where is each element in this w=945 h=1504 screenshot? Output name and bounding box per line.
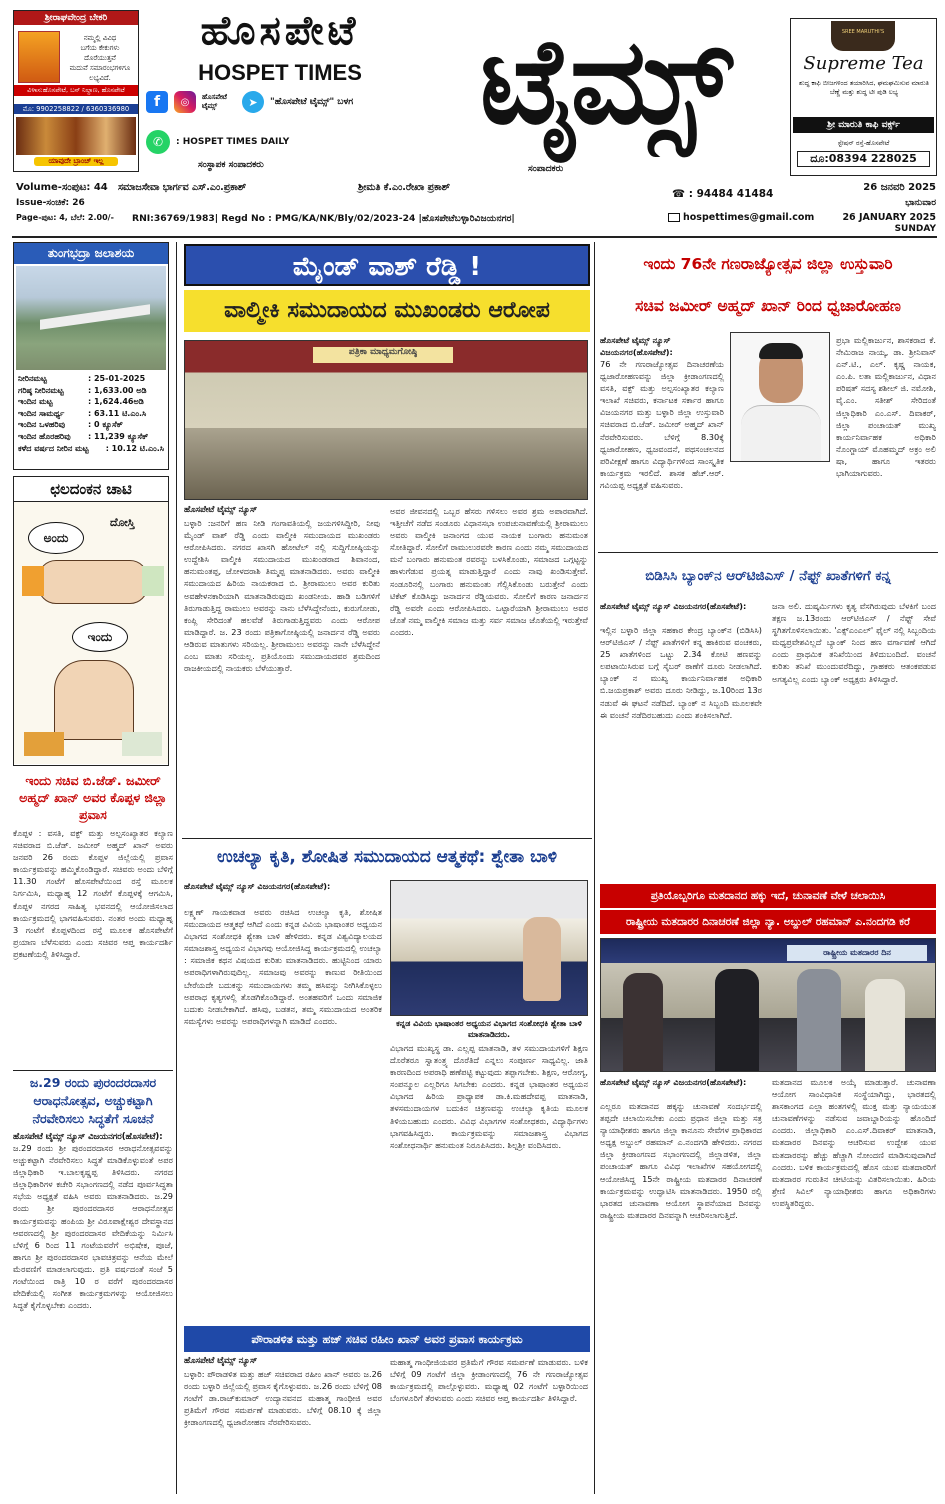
right-ad	[790, 18, 937, 176]
right-ad-brand-small: SREE MARUTHI'S	[841, 29, 885, 35]
telegram-label: "ಹೊಸಪೇಟೆ ಟೈಮ್ಸ್" ಬಳಗ	[270, 97, 354, 107]
right-ad-brand: Supreme Tea	[803, 53, 924, 74]
press-meet-photo	[184, 340, 588, 500]
cartoon-cuff-right	[122, 732, 162, 756]
cartoon-bubble-2: ಇಂದು	[72, 622, 128, 652]
right-headline-3b: ರಾಷ್ಟ್ರೀಯ ಮತದಾರರ ದಿನಾಚರಣೆ ಜಿಲ್ಲಾ ನ್ಯಾ. ಅಬ್ದುಲ್ ರಹಮಾನ್ ಎ.ನಂದಗಡಿ ಕರೆ	[600, 910, 936, 934]
right-ad-phone: ದೂ:08394 228025	[797, 151, 930, 167]
right-headline-1a: ಇಂದು 76ನೇ ಗಣರಾಜ್ಯೋತ್ಸವ ಜಿಲ್ಲಾ ಉಸ್ತುವಾರಿ	[643, 255, 893, 273]
dam-reading-label: ಇಂದಿನ ಮಟ್ಟ	[18, 397, 53, 407]
editor-name: ಶ್ರೀಮತಿ ಕೆ.ಎಂ.ರೇಖಾ ಪ್ರಕಾಶ್	[358, 182, 451, 193]
whatsapp-icon[interactable]: ✆	[146, 130, 170, 154]
dam-reading-value: : 11,239 ಕ್ಯೂಸೆಕ್	[88, 431, 149, 441]
center-headline-1: ವಾಲ್ಮೀಕಿ ಸಮುದಾಯದ ಮುಖಂಡರು ಆರೋಪ	[184, 290, 590, 332]
mail-icon	[668, 213, 680, 222]
story-center1-col2: ಅವರ ಜೀವನದಲ್ಲಿ ಒಬ್ಬರ ಹೆಸರು ಗಳಿಸಲು ಅವರ ಶ್ರಮ ಅಪಾರವಾಗಿದೆ. ಇತ್ತೀಚೆಗೆ ನಡೆದ ಸಂಡೂರು ವಿಧಾನಸಭಾ ಉಪಚುನಾವಣೆಯಲ್ಲಿ ಶ್ರೀರಾಮುಲು ಅವರು ವಾಲ್ಮೀಕಿ ಜನಾಂಗದ ಯುವ ನಾಯಕ ಬಂಗಾರು ಹನುಮಂತ ಸೋತಿದ್ದಾರೆ. ಸೋಲಿಗೆ ರಾಮುಲುರವರೇ ಕಾರಣ ಎಂದು ನಮ್ಮ ಸಮುದಾಯದ ಮನೆ ಬಂಗಾರು ಹನುಮಂತ ರವರನ್ನು ಬಳಸಿಕೊಂಡು, ಸಮಾಜದ ಒಗ್ಗಟ್ಟನ್ನು ಹಾಳುಗೆಡುವ ಪ್ರಯತ್ನ ಮಾಡುತ್ತಿದ್ದಾರೆ ಎಂದು ನಾವು ಖಂಡಿಸುತ್ತೇವೆ. ಸಂಡೂರಿನಲ್ಲಿ ಬಂಗಾರು ಹನುಮಂತು ಗೆಲ್ಲಿಸಿಕೊಂಡು ಬರುತ್ತೇನೆ ಎಂದು ಟಿಕೆಟ್ ಕೊಡಿಸಿದ್ದು ಜನಾರ್ದನ ರೆಡ್ಡಿಯವರು. ಸೋಲಿಗೆ ಕಾರಣ ಜನಾರ್ದನ ರೆಡ್ಡಿ ಅವರೇ ಎಂದು ಆರೋಪಿಸಿದರು. ಒಟ್ಟಾರೆಯಾಗಿ ಶ್ರೀರಾಮುಲು ಅವರ ಜೊತೆ ನಮ್ಮ ವಾಲ್ಮೀಕಿ ಸಮಾಜ ಮತ್ತು ಸರ್ವ ಸಮಾಜ ಜೊತೆಯಲ್ಲಿ ಇರುತ್ತೇವೆ ಎಂದರು.	[390, 506, 588, 637]
registration-line: RNI:36769/1983| Regd No : PMG/KA/NK/Bly/02/2023-24 |ಹೊಸಪೇಟೆಬಳ್ಳಾರಿವಿಜಯನಗರ|	[132, 213, 515, 224]
story-center2-col2: ವಿಭಾಗದ ಮುಖ್ಯಸ್ಥ ಡಾ. ಎಲ್ಲಪ್ಪ ಮಾತನಾಡಿ, ತಳ ಸಮುದಾಯಗಳಿಗೆ ಶಿಕ್ಷಣ ದೊರೆತರೂ ಸ್ವಾತಂತ್ರ್ಯ ದೊರೆತಿದೆ ಎನ್ನಲು ಸಂಪೂರ್ಣ ಸಾಧ್ಯವಿಲ್ಲ. ಜಾತಿ ಕಾರಣದಿಂದ ಅಪರಾಧಿ ಹಣೆಪಟ್ಟಿ ಕಟ್ಟುವುದು ತಪ್ಪಾಗಬೇಕು. ಶಿಕ್ಷಣ, ಆರೋಗ್ಯ, ಸಂಪನ್ಮೂಲ ಎಲ್ಲರಿಗೂ ಸಿಗಬೇಕು ಎಂದರು. ಕನ್ನಡ ಭಾಷಾಂತರ ಅಧ್ಯಯನ ವಿಭಾಗದ ಹಿರಿಯ ಪ್ರಾಧ್ಯಾಪಕ ಡಾ.ಕಿ.ಮಹದೇವಪ್ಪ ಮಾತನಾಡಿ, ತಳಸಮುದಾಯಗಳ ಬದುಕಿನ ಚಿತ್ರಣವನ್ನು ಉಚಲ್ಯಾ ಕೃತಿಯ ಮೂಲಕ ತಿಳಿಯಬಹುದು ಎಂದರು. ವಿವಿಧ ವಿಭಾಗಗಳ ಸಂಶೋಧಕರು, ವಿದ್ಯಾರ್ಥಿಗಳು ಭಾಗವಹಿಸಿದ್ದರು. ಕಾರ್ಯಕ್ರಮವನ್ನು ಸಮಾಜಶಾಸ್ತ್ರ ವಿಭಾಗದ ಸಂಶೋಧನಾರ್ಥಿ ಹನುಮಂತ ನಿರೂಪಿಸಿದರು. ಶಿಲ್ಪಶ್ರೀ ವಂದಿಸಿದರು.	[390, 1043, 588, 1150]
center-divider-1	[182, 838, 592, 839]
dam-reading-label: ಇಂದಿನ ಹೊರಹರಿವು	[18, 431, 71, 441]
right-headline-3a: ಪ್ರತಿಯೊಬ್ಬರಿಗೂ ಮತದಾನದ ಹಕ್ಕು ಇದೆ, ಚುನಾವಣೆ ವೇಳೆ ಚಲಾಯಿಸಿ	[600, 884, 936, 908]
story-right3-col1: ಎಲ್ಲರೂ ಮತದಾನದ ಹಕ್ಕನ್ನು ಚುನಾವಣೆ ಸಂದರ್ಭದಲ್ಲಿ ತಪ್ಪದೇ ಚಲಾಯಿಸಬೇಕು ಎಂದು ಪ್ರಧಾನ ಜಿಲ್ಲಾ ಮತ್ತು ಸತ್ರ ನ್ಯಾಯಾಧೀಶರು ಹಾಗೂ ಜಿಲ್ಲಾ ಕಾನೂನು ಸೇವೆಗಳ ಪ್ರಾಧಿಕಾರದ ಅಧ್ಯಕ್ಷ ಅಬ್ದುಲ್ ರಹಮಾನ್ ಎ.ನಂದಗಡಿ ಹೇಳಿದರು. ನಗರದ ಜಿಲ್ಲಾ ಕ್ರೀಡಾಂಗಣದ ಸಭಾಂಗಣದಲ್ಲಿ ಜಿಲ್ಲಾಡಳಿತ, ಜಿಲ್ಲಾ ಪಂಚಾಯತ್ ಹಾಗೂ ವಿವಿಧ ಇಲಾಖೆಗಳ ಸಹಯೋಗದಲ್ಲಿ ಆಯೋಜಿಸಿದ್ದ 15ನೇ ರಾಷ್ಟ್ರೀಯ ಮತದಾರರ ದಿನಾಚರಣೆ ಕಾರ್ಯಕ್ರಮವನ್ನು ಉದ್ಘಾಟಿಸಿ ಮಾತನಾಡಿದರು. 1950 ರಲ್ಲಿ ಭಾರತದ ಚುನಾವಣಾ ಆಯೋಗ ಸ್ಥಾಪನೆಯಾದ ದಿನವನ್ನು ರಾಷ್ಟ್ರೀಯ ಮತದಾರರ ದಿನವನ್ನಾಗಿ ಆಚರಿಸಲಾಗುತ್ತಿದೆ.	[600, 1101, 762, 1220]
story-center3-col2: ಮಹಾತ್ಮ ಗಾಂಧೀಜಿಯವರ ಪ್ರತಿಮೆಗೆ ಗೌರವ ಸಮರ್ಪಣೆ ಮಾಡುವರು. ಬಳಿಕ ಬೆಳಿಗ್ಗೆ 09 ಗಂಟೆಗೆ ಜಿಲ್ಲಾ ಕ್ರೀಡಾಂಗಣದಲ್ಲಿ 76 ನೇ ಗಣರಾಜ್ಯೋತ್ಸವ ಕಾರ್ಯಕ್ರಮದಲ್ಲಿ ಪಾಲ್ಗೊಳ್ಳುವರು. ಮಧ್ಯಾಹ್ನ 02 ಗಂಟೆಗೆ ಬಳ್ಳಾರಿಯಿಂದ ಬೆಂಗಳೂರಿಗೆ ತೆರಳುವರು ಎಂದು ಸಚಿವರ ಆಪ್ತ ಕಾರ್ಯದರ್ಶಿ ತಿಳಿಸಿದ್ದಾರೆ.	[390, 1357, 588, 1404]
email[interactable]: hospettimes@gmail.com	[683, 212, 815, 223]
editor-label: ಸಂಪಾದಕರು	[528, 164, 564, 174]
left-ad-line2: ನಮ್ಮಲ್ಲಿ ವಿವಿಧ	[83, 34, 117, 42]
right-ad-text: ಶುದ್ಧ ಕಾಫಿ ಬೀಜಗಳಿಂದ ತಯಾರಿಸಿದ, ಘಮಘಮಿಸುವ ಮಾರುತಿ ಬೆಣ್ಣೆ ಮತ್ತು ಶುದ್ಧ ಟೀ ಪುಡಿ ಲಭ್ಯ	[799, 79, 929, 96]
dam-reading-value: : 25-01-2025	[88, 374, 146, 383]
col-divider-2	[594, 242, 595, 1494]
center-headline-2: ಉಚಲ್ಯಾ ಕೃತಿ, ಶೋಷಿತ ಸಮುದಾಯದ ಆತ್ಮಕಥೆ: ಶ್ವೇತಾ ಬಾಳಿ	[217, 847, 557, 867]
press-meet-sign: ಪತ್ರಿಕಾ ಮಾಧ್ಯಮಗೋಷ್ಠಿ	[313, 347, 453, 363]
left-ad-line3: ಬಗೆಯ ಕೇಕುಗಳು	[80, 44, 120, 52]
dam-reading-row	[18, 408, 164, 420]
seminar-photo-caption: ಕನ್ನಡ ವಿವಿಯ ಭಾಷಾಂತರ ಅಧ್ಯಯನ ವಿಭಾಗದ ಸಂಶೋಧಕಿ ಶ್ವೇತಾ ಬಾಳಿ ಮಾತನಾಡಿದರು.	[396, 1019, 582, 1039]
cartoon-armwrestle	[54, 660, 134, 740]
whatsapp-row	[146, 130, 416, 154]
dam-reading-value: : 10.12 ಟಿ.ಎಂ.ಸಿ	[105, 443, 164, 453]
masthead-title-kannada-big: ಟೈಮ್ಸ್	[479, 12, 729, 150]
story-right3-byline: ಹೊಸಪೇಟೆ ಟೈಮ್ಸ್ ನ್ಯೂಸ್ ವಿಜಯನಗರ(ಹೊಸಪೇಟೆ):	[600, 1077, 747, 1087]
cartoon-image	[14, 502, 168, 764]
right-divider-1	[598, 552, 938, 553]
dam-photo	[16, 266, 166, 370]
founder-name: ಸಮಾಜಸೇವಾ ಭಾರ್ಗವ ಎಸ್.ಎಂ.ಪ್ರಕಾಶ್	[118, 182, 247, 193]
cartoon-title: ಛಲದಂಕನ ಚಾಟಿ	[14, 477, 168, 502]
speaker-figure	[523, 917, 561, 1001]
dam-reading-row	[18, 396, 164, 408]
dam-reading-label: ಕಳೆದ ವರ್ಷದ ನೀರಿನ ಮಟ್ಟ	[18, 443, 89, 453]
story-left2	[13, 1074, 173, 1494]
day-kannada: ಭಾನುವಾರ	[905, 198, 936, 208]
story-center1-col1: ಬಳ್ಳಾರಿ :ಜನರಿಗೆ ಹಣ ನೀಡಿ ಗಂಗಾವತಿಯಲ್ಲಿ ಜಯಗಳಿಸಿದ್ದೀರಿ, ನೀವು ಮೈಂಡ್ ವಾಶ್ ರೆಡ್ಡಿ ಎಂದು ವಾಲ್ಮೀಕಿ ಸಮುದಾಯದ ಮುಖಂಡರು ಆರೋಪಿಸಿದರು. ನಗರದ ಖಾಸಗಿ ಹೋಟೆಲ್ ನಲ್ಲಿ ಸುದ್ದಿಗೋಷ್ಠಿಯನ್ನು ಉದ್ದೇಶಿಸಿ ವಾಲ್ಮೀಕಿ ಸಮುದಾಯದ ಮುಖಂಡರಾದ ಶಿವಾನಂದ, ಹನುಮಂತಪ್ಪ, ಜೋಳದರಾಶಿ ತಿಮ್ಮಪ್ಪ ಮಾತನಾಡಿದರು. ಅವರು ವಾಲ್ಮೀಕಿ ಸಮುದಾಯದ ಹಿರಿಯ ನಾಯಕರಾದ ಬಿ. ಶ್ರೀರಾಮುಲು ಅವರ ಕುರಿತು ಅವಹೇಳನಕಾರಿಯಾಗಿ ಮಾತನಾಡಿರುವುದು ಖಂಡನೀಯ. ಹಾಡಿ ಬಡಿಗಳಿಗೆ ತಿರುಗಾಡುತ್ತಿದ್ದ ರಾಮುಲು ಅವರನ್ನು ನಾನು ಬೆಳೆಸಿದ್ದೇನೆಂದು, ಕುರುಗೋಡು, ಕಂಪ್ಲಿ ಸೇರಿದಂತೆ ಹಲವೆಡೆ ತಿರುಗಾಡುತ್ತಿದ್ದವರು ಎಂದು ಆರೋಪ ಮಾಡಿದ್ದಾರೆ. ಜ. 23 ರಂದು ಪತ್ರಿಕಾಗೋಷ್ಠಿಯಲ್ಲಿ ಜನಾರ್ದನ ರೆಡ್ಡಿ ಅವರು ಆಡಿರುವ ಮಾತುಗಳು ಸರಿಯಲ್ಲ. ಶ್ರೀರಾಮುಲು ಅವರನ್ನು ನಾನೇ ಬೆಳೆಸಿದ್ದೇನೆ ಎಂಬ ಮಾತು ಸರಿಯಲ್ಲ. ಪ್ರತಿಯೊಂದು ಸಮುದಾಯದವರ ಶ್ರಮದಿಂದ ರಾಜಕೀಯದಲ್ಲಿ ನಾಯಕರು ಬೆಳೆಯುತ್ತಾರೆ.	[184, 518, 380, 674]
masthead-rule	[12, 236, 937, 238]
cartoon-handshake	[38, 560, 148, 604]
story-right2-col1: ಇಲ್ಲಿನ ಬಳ್ಳಾರಿ ಜಿಲ್ಲಾ ಸಹಕಾರ ಕೇಂದ್ರ ಬ್ಯಾಂಕ್‌ನ (ಬಿಡಿಸಿಸಿ) ಆರ್‌ಟಿಜಿಎಸ್ / ನೆಫ್ಟ್ ಖಾತೆಗಳಿಗೆ ಕನ್ನ ಹಾಕಿರುವ ವಂಚಕರು, 25 ಖಾತೆಗಳಿಂದ ಒಟ್ಟು 2.34 ಕೋಟಿ ಹಣವನ್ನು ಲಪಟಾಯಿಸಿರುವ ಬಗ್ಗೆ ಸೈಬರ್ ಠಾಣೆಗೆ ದೂರು ನೀಡಲಾಗಿದೆ. ಬ್ಯಾಂಕ್ ನ ಮುಖ್ಯ ಕಾರ್ಯನಿರ್ವಾಹಕ ಅಧಿಕಾರಿ ಬಿ.ಜಯಪ್ರಕಾಶ್ ಅವರು ದೂರು ನೀಡಿದ್ದು, ಜ.10ರಿಂದ 13ರ ನಡುವೆ ಈ ಘಟನೆ ನಡೆದಿದೆ. ಬ್ಯಾಂಕ್ ನ ಸಿಬ್ಬಂದಿ ಮೂಲಕವೇ ಈ ವಂಚನೆ ನಡೆದಿರಬಹುದು ಎಂದು ಶಂಕಿಸಲಾಗಿದೆ.	[600, 625, 762, 720]
email-row	[668, 212, 814, 223]
cartoon-label-1: ದೋಸ್ತಿ	[110, 516, 135, 529]
story-left2-byline: ಹೊಸಪೇಟೆ ಟೈಮ್ಸ್ ನ್ಯೂಸ್ ವಿಜಯನಗರ(ಹೊಸಪೇಟೆ):	[13, 1131, 163, 1141]
left-divider	[13, 1070, 173, 1071]
dam-reading-label: ಗರಿಷ್ಠ ನೀರಿನಮಟ್ಟ	[18, 385, 64, 395]
dam-structure	[40, 304, 150, 329]
volume: Volume-ಸಂಪುಟ: 44	[16, 182, 108, 193]
dam-reading-row	[18, 419, 164, 431]
left-ad	[13, 10, 139, 172]
story-left2-body: ಜ.29 ರಂದು ಶ್ರೀ ಪುರಂದರದಾಸರ ಆರಾಧನೋತ್ಸವವನ್ನು ಅಚ್ಚುಕಟ್ಟಾಗಿ ನೆರವೇರಿಸಲು ಸಿದ್ಧತೆ ಮಾಡಿಕೊಳ್ಳುವಂತೆ ಅಪರ ಜಿಲ್ಲಾಧಿಕಾರಿ ಇ.ಬಾಲಕೃಷ್ಣಪ್ಪ ತಿಳಿಸಿದರು. ನಗರದ ಜಿಲ್ಲಾಧಿಕಾರಿಗಳ ಕಚೇರಿ ಸಭಾಂಗಣದಲ್ಲಿ ನಡೆದ ಪೂರ್ವಸಿದ್ಧತಾ ಸಭೆಯ ಅಧ್ಯಕ್ಷತೆ ವಹಿಸಿ ಅವರು ಮಾತನಾಡಿದರು. ಜ.29 ರಂದು ಶ್ರೀ ಪುರಂದರದಾಸರ ಆರಾಧನೋತ್ಸವ ಕಾರ್ಯಕ್ರಮವನ್ನು ಹಂಪಿಯ ಶ್ರೀ ವಿರೂಪಾಕ್ಷೇಶ್ವರ ದೇವಸ್ಥಾನದ ಆವರಣದಲ್ಲಿ ಶ್ರೀ ಪುರಂದರದಾಸರ ವೇದಿಕೆಯನ್ನು ನಿರ್ಮಿಸಿ ಬೆಳಿಗ್ಗೆ 6 ರಿಂದ 11 ಗಂಟೆಯವರೆಗೆ ಅಭಿಷೇಕ, ಪೂಜೆ, ಹಾಗೂ ಶ್ರೀ ಪುರಂದರದಾಸರ ಭಾವಚಿತ್ರವನ್ನು ಆನೆಯ ಮೇಲೆ ಮೆರವಣಿಗೆ ಮಾಡಲಾಗುವುದು. ಪ್ರತಿ ವರ್ಷದಂತೆ ಸಂಜೆ 5 ಗಂಟೆಯಿಂದ ರಾತ್ರಿ 10 ರ ವರೆಗೆ ಪುರಂದರದಾಸರ ವೇದಿಕೆಯಲ್ಲಿ ಸಂಗೀತ ಕಾರ್ಯಕ್ರಮಗಳನ್ನು ಆಯೋಜಿಸಲು ಸಿದ್ಧತೆ ಕೈಗೊಳ್ಳಬೇಕು ಎಂದರು.	[13, 1143, 173, 1311]
left-ad-line5: ಮದುವೆ ಸಮಾರಂಭಗಳಿಗೂ ಲಭ್ಯವಿದೆ.	[69, 64, 131, 82]
story-right3-col2: ಮತದಾನದ ಮೂಲಕ ಅಯ್ಕೆ ಮಾಡುತ್ತಾರೆ. ಚುನಾವಣಾ ಆಯೋಗ ಸಾಂವಿಧಾನಿಕ ಸಂಸ್ಥೆಯಾಗಿದ್ದು, ಭಾರತದಲ್ಲಿ ಶಾಸಕಾಂಗದ ಎಲ್ಲಾ ಹಂತಗಳಲ್ಲಿ ಮುಕ್ತ ಮತ್ತು ನ್ಯಾಯಯುತ ಚುನಾವಣೆಗಳನ್ನು ನಡೆಸುವ ಜವಾಬ್ದಾರಿಯನ್ನು ಹೊಂದಿದೆ ಎಂದರು. ಜಿಲ್ಲಾಧಿಕಾರಿ ಎಂ.ಎಸ್.ದಿವಾಕರ್ ಮಾತನಾಡಿ, ಮತದಾರರ ದಿನವನ್ನು ಆಚರಿಸುವ ಉದ್ದೇಶ ಯುವ ಮತದಾರರನ್ನು ಹೆಚ್ಚು ಹೆಚ್ಚಾಗಿ ನೋಂದಣಿ ಮಾಡಿಸುವುದಾಗಿದೆ ಎಂದರು. ಬಳಿಕ ಕಾರ್ಯಕ್ರಮದಲ್ಲಿ ಹೊಸ ಯುವ ಮತದಾರರಿಗೆ ಮತದಾರರ ಗುರುತಿನ ಚೀಟಿಯನ್ನು ವಿತರಿಸಲಾಯಿತು. ಹಿರಿಯ ಶ್ರೇಣಿ ಸಿವಿಲ್ ನ್ಯಾಯಾಧೀಶರು ಹಾಗೂ ಅಧಿಕಾರಿಗಳು ಉಪಸ್ಥಿತರಿದ್ದರು.	[772, 1077, 936, 1208]
story-center2-col1: ಲಕ್ಷ್ಮಣ್ ಗಾಯಕವಾಡ ಅವರು ರಚಿಸಿದ ಉಚಲ್ಯಾ ಕೃತಿ, ಶೋಷಿತ ಸಮುದಾಯದ ಆತ್ಮಕಥೆ ಆಗಿದೆ ಎಂದು ಕನ್ನಡ ವಿವಿಯ ಭಾಷಾಂತರ ಅಧ್ಯಯನ ವಿಭಾಗದ ಸಂಶೋಧಕಿ ಶ್ವೇತಾ ಬಾಳಿ ಹೇಳಿದರು. ಕನ್ನಡ ವಿಶ್ವವಿದ್ಯಾಲಯದ ಸಮಾಜಶಾಸ್ತ್ರ ಅಧ್ಯಯನ ವಿಭಾಗವು ಆಯೋಜಿಸಿದ್ದ ಕಾರ್ಯಕ್ರಮದಲ್ಲಿ ಉಚಲ್ಯಾ : ಸಮಾಜಿಕ ಕಥನ ವಿಷಯದ ಕುರಿತು ಮಾತನಾಡಿದರು. ಹುಟ್ಟಿನಿಂದ ಯಾರು ಅಪರಾಧಿಗಳಾಗಿರುವುದಿಲ್ಲ. ಸಮಾಜವು ಅವರನ್ನು ಕಾಣುವ ರೀತಿಯಿಂದ ಬೇರೆಯದೇ ಬದುಕನ್ನು ಸಮುದಾಯಗಳು ತಮ್ಮ ಹಸಿವನ್ನು ನೀಗಿಸಿಕೊಳ್ಳಲು ಅಪರಾಧ ಕೃತ್ಯಗಳಲ್ಲಿ ತೊಡಗಿಕೊಂಡಿದ್ದಾರೆ. ಅಂತಹವರಿಗೆ ಒಂದು ಸಮಾಜಿಕ ಬದುಕು ನೀಡಬೇಕಾಗಿದೆ. ಹಸಿವು, ಬಡತನ, ತಮ್ಮ ಸಮುದಾಯದ ಅಂತರಿಕ ಸಮಸ್ಯೆಗಳು ಅವರನ್ನು ಅಪರಾಧಿಗಳನ್ನಾಗಿ ಮಾಡಿದೆ ಎಂದರು.	[184, 907, 382, 1026]
left-ad-branch: ಯಾವುದೇ ಬ್ರಾಂಚ್ ಇಲ್ಲ	[34, 157, 118, 166]
story-center2-byline: ಹೊಸಪೇಟೆ ಟೈಮ್ಸ್ ನ್ಯೂಸ್ ವಿಜಯನಗರ(ಹೊಸಪೇಟೆ):	[184, 881, 331, 891]
dam-title: ತುಂಗಭದ್ರಾ ಜಲಾಶಯ	[14, 243, 168, 264]
dam-reading-row	[18, 443, 164, 455]
dam-reading-value: : 0 ಕ್ಯೂಸೆಕ್	[88, 420, 123, 430]
facebook-label: ಹೊಸಪೇಟೆ ಟೈಮ್ಸ್	[202, 93, 227, 110]
story-left1	[13, 772, 173, 1070]
dam-reading-label: ಇಂದಿನ ಸಾಮರ್ಥ್ಯ	[18, 408, 65, 418]
dam-box	[13, 242, 169, 470]
dam-reading-label: ನೀರಿನಮಟ್ಟ	[18, 374, 47, 383]
right-ad-cup-image	[831, 21, 895, 51]
telegram-icon[interactable]: ➤	[242, 91, 264, 113]
page-price: Page-ಪುಟ: 4, ಬೆಲೆ: 2.00/-	[16, 213, 114, 222]
figure-woman	[865, 979, 905, 1072]
cartoon-bubble-1: ಅಂದು	[28, 522, 84, 554]
founder-label: ಸಂಸ್ಥಾಪಕ ಸಂಪಾದಕರು	[198, 160, 264, 170]
left-ad-line4: ದೊರೆಯುತ್ತವೆ	[84, 54, 116, 62]
left-ad-deity-image	[18, 31, 60, 83]
dam-reading-row	[18, 431, 164, 443]
minister-body	[741, 405, 821, 462]
issue: Issue-ಸಂಚಿಕೆ: 26	[16, 198, 85, 208]
voters-day-banner: ರಾಷ್ಟ್ರೀಯ ಮತದಾರರ ದಿನ	[787, 945, 927, 961]
masthead-title-english: HOSPET TIMES	[198, 60, 362, 85]
story-center1-byline: ಹೊಸಪೇಟೆ ಟೈಮ್ಸ್ ನ್ಯೂಸ್	[184, 505, 258, 515]
story-right2-col2: ಜನಾ ಅಲಿ. ದುಷ್ಕರ್ಮಿಗಳು ಕೃತ್ಯ ವೆಸಗಿರುವುದು ಬೆಳಕಿಗೆ ಬಂದ ತಕ್ಷಣ ಜ.13ರಂದು ಆರ್‌ಟಿಜಿಎಸ್ / ನೆಫ್ಟ್ ಸೇವೆ ಸ್ಥಗಿತಗೊಳಿಸಲಾಯಿತು. 'ಎಕ್ಸ್‌ಎಂಎಲ್' ಫೈಲ್ ನಲ್ಲಿ ಸಿಬ್ಬಂದಿಯ ಮಧ್ಯಪ್ರವೇಶವಿಲ್ಲದೆ ಬ್ಯಾಂಕ್ ನಿಂದ ಹಣ ವರ್ಗಾವಣೆ ಆಗಿದೆ ಎಂದು ಪ್ರಾಥಮಿಕ ತನಿಖೆಯಿಂದ ತಿಳಿದುಬಂದಿದೆ. ವಂಚನೆ ಕುರಿತು ತನಿಖೆ ಮುಂದುವರೆದಿದ್ದು, ಗ್ರಾಹಕರು ಆತಂಕಪಡುವ ಅಗತ್ಯವಿಲ್ಲ ಎಂದು ಬ್ಯಾಂಕ್ ಅಧ್ಯಕ್ಷರು ತಿಳಿಸಿದ್ದಾರೆ.	[772, 601, 936, 684]
dam-reading-row	[18, 373, 164, 385]
story-right1-col1: 76 ನೇ ಗಣರಾಜ್ಯೋತ್ಸವ ದಿನಾಚರಣೆಯ ಧ್ವಜಾರೋಹಣವನ್ನು ಜಿಲ್ಲಾ ಕ್ರೀಡಾಂಗಣದಲ್ಲಿ ವಸತಿ, ವಕ್ಫ್ ಮತ್ತು ಅಲ್ಪಸಂಖ್ಯಾತರ ಕಲ್ಯಾಣ ಇಲಾಖೆ ಸಚಿವರು, ಕರ್ನಾಟಕ ಸರ್ಕಾರ ಹಾಗೂ ವಿಜಯನಗರ ಮತ್ತು ಬಳ್ಳಾರಿ ಜಿಲ್ಲಾ ಉಸ್ತುವಾರಿ ಸಚಿವರಾದ ಬಿ.ಜೆಡ್. ಜಮೀರ್ ಅಹ್ಮದ್ ಖಾನ್ ನೆರವೇರಿಸುವರು. ಬೆಳಿಗ್ಗೆ 8.30ಕ್ಕೆ ಧ್ವಜಾರೋಹಣ, ಧ್ವಜವಂದನೆ, ಪಥಸಂಚಲನದ ಪರಿವೀಕ್ಷಣೆ ಹಾಗೂ ವಿದ್ಯಾರ್ಥಿಗಳಿಂದ ಸಾಂಸ್ಕೃತಿಕ ಕಾರ್ಯಕ್ರಮ ಇರಲಿದೆ. ಶಾಸಕ ಹೆಚ್.ಆರ್. ಗವಿಯಪ್ಪ ಅಧ್ಯಕ್ಷತೆ ವಹಿಸುವರು.	[600, 359, 724, 490]
phone: ☎ : 94484 41484	[672, 188, 774, 200]
right-headline-1b: ಸಚಿವ ಜಮೀರ್ ಅಹ್ಮದ್ ಖಾನ್ ರಿಂದ ಧ್ವಜಾರೋಹಣ	[635, 297, 901, 315]
right-headline-2: ಬಿಡಿಸಿಸಿ ಬ್ಯಾಂಕ್‌ನ ಆರ್‌ಟಿಜಿಎಸ್ / ನೆಫ್ಟ್ ಖಾತೆಗಳಿಗೆ ಕನ್ನ	[645, 568, 891, 584]
cartoon-cuff-green	[142, 566, 164, 596]
left-ad-address: ವಿಳಾಸ:ಹೊಸಪೇಟೆ, ಬಸ್ ನಿಲ್ದಾಣ, ಹೊಸಪೇಟೆ	[14, 85, 138, 96]
voters-day-photo	[600, 938, 936, 1072]
date-kannada: 26 ಜನವರಿ 2025	[863, 182, 936, 193]
cartoon-cuff-orange	[22, 566, 44, 596]
story-right2-byline: ಹೊಸಪೇಟೆ ಟೈಮ್ಸ್ ನ್ಯೂಸ್ ವಿಜಯನಗರ(ಹೊಸಪೇಟೆ):	[600, 601, 747, 611]
story-center3-byline: ಹೊಸಪೇಟೆ ಟೈಮ್ಸ್ ನ್ಯೂಸ್	[184, 1356, 258, 1366]
dam-reading-label: ಇಂದಿನ ಒಳಹರಿವು	[18, 420, 66, 430]
dam-readings	[14, 372, 168, 455]
cartoon-cuff-left	[24, 732, 64, 756]
facebook-icon[interactable]: f	[146, 91, 168, 113]
left-ad-phone: ಮೊ: 9902258822 / 6360336980	[14, 104, 138, 114]
minister-portrait	[730, 332, 830, 462]
whatsapp-label: : HOSPET TIMES DAILY	[176, 137, 290, 147]
figure-judge	[715, 969, 759, 1072]
story-left2-headline: ಜ.29 ರಂದು ಪುರಂದರದಾಸರ ಆರಾಧನೋತ್ಸವ, ಅಚ್ಚುಕಟ್ಟಾಗಿ ನೆರವೇರಿಸಲು ಸಿದ್ಧತೆಗೆ ಸೂಚನೆ	[29, 1075, 157, 1126]
dam-reading-value: : 1,633.00 ಅಡಿ	[88, 385, 147, 395]
story-left1-headline: ಇಂದು ಸಚಿವ ಬಿ.ಜೆಡ್. ಜಮೀರ್ ಅಹ್ಮದ್ ಖಾನ್ ಅವರ ಕೊಪ್ಪಳ ಜಿಲ್ಲಾ ಪ್ರವಾಸ	[19, 773, 167, 822]
masthead-title-kannada-small: ಹೊಸಪೇಟೆ	[200, 8, 360, 54]
instagram-icon[interactable]: ◎	[174, 91, 196, 113]
story-right1-byline: ಹೊಸಪೇಟೆ ಟೈಮ್ಸ್ ನ್ಯೂಸ್ ವಿಜಯನಗರ(ಹೊಸಪೇಟೆ):	[600, 335, 673, 357]
minister-hair	[759, 343, 803, 359]
figure-official	[797, 969, 841, 1072]
seminar-photo	[390, 880, 588, 1016]
center-headline-3: ಪೌರಾಡಳಿತ ಮತ್ತು ಹಜ್ ಸಚಿವ ರಹೀಂ ಖಾನ್ ಅವರ ಪ್ರವಾಸ ಕಾರ್ಯಕ್ರಮ	[184, 1326, 590, 1352]
day-english: SUNDAY	[894, 224, 936, 234]
left-ad-title: ಶ್ರೀರಾಘವೇಂದ್ರ ಬೇಕರಿ	[14, 11, 138, 25]
col-divider-1	[176, 242, 177, 1494]
story-right1-col2: ಪ್ರಭಾ ಮಲ್ಲಿಕಾರ್ಜುನ, ಶಾಸಕರಾದ ಕೆ. ನೇಮಿರಾಜ ನಾಯ್ಕ, ಡಾ. ಶ್ರೀನಿವಾಸ್ ಎನ್.ಟಿ., ಎಲ್. ಕೃಷ್ಣ ನಾಯಕ, ಎಂ.ಪಿ. ಲತಾ ಮಲ್ಲಿಕಾರ್ಜುನ, ವಿಧಾನ ಪರಿಷತ್ ಸದಸ್ಯ ಶಶೀಲ್ ಜಿ. ನಮೋಶಿ, ವೈ.ಎಂ. ಸತೀಶ್ ಸೇರಿದಂತೆ ಜಿಲ್ಲಾಧಿಕಾರಿ ಎಂ.ಎಸ್. ದಿವಾಕರ್, ಜಿಲ್ಲಾ ಪಂಚಾಯತ್ ಮುಖ್ಯ ಕಾರ್ಯನಿರ್ವಾಹಕ ಅಧಿಕಾರಿ ನೊಂಗ್ಜಾಯ್ ಮೊಹಮ್ಮದ್ ಅಕ್ರಂ ಅಲಿ ಷಾ, ಹಾಗೂ ಇತರರು ಭಾಗಿಯಾಗುವರು.	[836, 335, 936, 479]
dam-reading-value: : 63.11 ಟಿ.ಎಂ.ಸಿ	[88, 408, 147, 418]
dam-reading-row	[18, 385, 164, 397]
story-center3-col1: ಬಳ್ಳಾರಿ: ಪೌರಾಡಳಿತ ಮತ್ತು ಹಜ್ ಸಚಿವರಾದ ರಹೀಂ ಖಾನ್ ಅವರು ಜ.26 ರಂದು ಬಳ್ಳಾರಿ ಜಿಲ್ಲೆಯಲ್ಲಿ ಪ್ರವಾಸ ಕೈಗೊಳ್ಳುವರು. ಜ.26 ರಂದು ಬೆಳಿಗ್ಗೆ 08 ಗಂಟೆಗೆ ಡಾ.ರಾಜ್‌ಕುಮಾರ್ ಉದ್ಯಾನವನದ ಮಹಾತ್ಮ ಗಾಂಧೀಜಿ ಅವರ ಪ್ರತಿಮೆಗೆ ಗೌರವ ಸಮರ್ಪಣೆ ಮಾಡುವರು. ಬೆಳಿಗ್ಗೆ 08.10 ಕ್ಕೆ ಜಿಲ್ಲಾ ಕ್ರೀಡಾಂಗಣದಲ್ಲಿ ಧ್ವಜಾರೋಹಣ ನೆರವೇರಿಸುವರು.	[184, 1369, 382, 1428]
right-ad-shop: ಶ್ರೀ ಮಾರುತಿ ಕಾಫಿ ವರ್ಕ್ಸ್	[793, 117, 934, 133]
dam-reading-value: : 1,624.46ಅಡಿ	[88, 397, 144, 407]
story-left1-body: ಕೊಪ್ಪಳ : ವಸತಿ, ವಕ್ಫ್ ಮತ್ತು ಅಲ್ಪಸಂಖ್ಯಾತರ ಕಲ್ಯಾಣ ಸಚಿವರಾದ ಬಿ.ಜೆಡ್. ಜಮೀರ್ ಅಹ್ಮದ್ ಖಾನ್ ಅವರು ಜನವರಿ 26 ರಂದು ಕೊಪ್ಪಳ ಜಿಲ್ಲೆಯಲ್ಲಿ ಪ್ರವಾಸ ಕಾರ್ಯಕ್ರಮವನ್ನು ಹಮ್ಮಿಕೊಂಡಿದ್ದಾರೆ. ಸಚಿವರು ಅಂದು ಬೆಳಿಗ್ಗೆ 11.30 ಗಂಟೆಗೆ ಹೊಸಪೇಟೆಯಿಂದ ರಸ್ತೆ ಮೂಲಕ ನಿರ್ಗಮಿಸಿ, ಮಧ್ಯಾಹ್ನ 12 ಗಂಟೆಗೆ ಕೊಪ್ಪಳಕ್ಕೆ ಆಗಮಿಸಿ, ಕೊಪ್ಪಳ ನಗರದ ಸಾಹಿತ್ಯ ಭವನದಲ್ಲಿ ಆಯೋಜಿಸಲಾದ ಕಾರ್ಯಕ್ರಮದಲ್ಲಿ ಭಾಗವಹಿಸುವರು. ನಂತರ ಅಂದು ಮಧ್ಯಾಹ್ನ 3 ಗಂಟೆಗೆ ಕೊಪ್ಪಳದಿಂದ ರಸ್ತೆ ಮೂಲಕ ಹೊಸಪೇಟೆಗೆ ಪ್ರಯಾಣ ಬೆಳೆಸುವರು ಎಂದು ಸಚಿವರ ಆಪ್ತ ಕಾರ್ಯದರ್ಶಿ ಪ್ರಕಟಣೆಯಲ್ಲಿ ತಿಳಿಸಿದ್ದಾರೆ.	[13, 828, 173, 959]
social-row	[146, 90, 416, 114]
center-banner: ಮೈಂಡ್ ವಾಶ್ ರೆಡ್ಡಿ !	[184, 244, 590, 286]
cartoon-box	[13, 476, 169, 766]
left-ad-cake-image	[16, 117, 136, 155]
figure-youth	[623, 973, 663, 1072]
right-ad-address: ಸ್ಟೇಷನ್ ರಸ್ತೆ-ಹೊಸಪೇಟೆ	[837, 139, 890, 147]
date-english: 26 JANUARY 2025	[842, 212, 936, 223]
